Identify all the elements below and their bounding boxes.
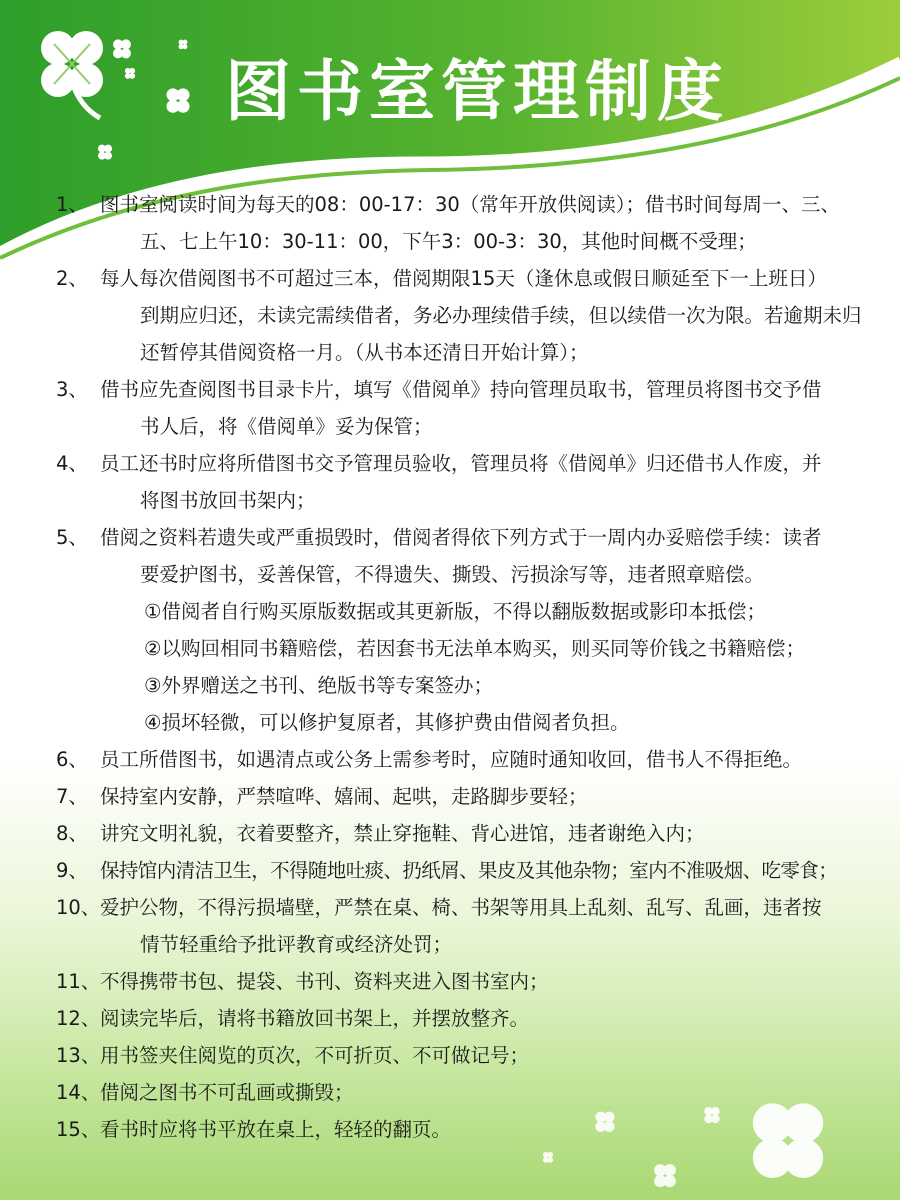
rule-text: 借阅之资料若遗失或严重损毁时，借阅者得依下列方式于一周内办妥赔偿手续：读者 xyxy=(100,526,822,549)
rule-number: 5、 xyxy=(56,526,88,549)
rule-number: 9、 xyxy=(56,859,88,882)
rule-text: 书人后，将《借阅单》妥为保管； xyxy=(140,415,433,438)
rule-item xyxy=(56,778,856,815)
rule-number: 6、 xyxy=(56,748,88,771)
rule-item xyxy=(56,1000,856,1037)
rule-number: 4、 xyxy=(56,452,88,475)
rule-item xyxy=(56,889,856,963)
rule-number: 15、 xyxy=(56,1118,101,1141)
clover-icon xyxy=(94,142,116,164)
rule-text: 保持馆内清洁卫生，不得随地吐痰、扔纸屑、果皮及其他杂物；室内不准吸烟、吃零食； xyxy=(100,859,838,882)
rule-text: 借阅之图书不可乱画或撕毁； xyxy=(100,1081,354,1104)
rule-text: 不得携带书包、提袋、书刊、资料夹进入图书室内； xyxy=(100,970,549,993)
rule-item xyxy=(56,186,856,260)
rule-item xyxy=(56,963,856,1000)
rule-text: 保持室内安静，严禁喧哗、嬉闹、起哄，走路脚步要轻； xyxy=(100,785,588,808)
rule-text: 每人每次借阅图书不可超过三本，借阅期限15天（逢休息或假日顺延至下一上班日） xyxy=(100,267,827,290)
rule-text: 讲究文明礼貌，衣着要整齐，禁止穿拖鞋、背心进馆，违者谢绝入内； xyxy=(100,822,705,845)
page-title: 图书室管理制度 xyxy=(225,53,729,130)
rule-text: 用书签夹住阅览的页次，不可折页、不可做记号； xyxy=(100,1044,530,1067)
rule-text: 看书时应将书平放在桌上，轻轻的翻页。 xyxy=(100,1118,452,1141)
rule-item xyxy=(56,1074,856,1111)
rule-number: 3、 xyxy=(56,378,88,401)
rule-number: 12、 xyxy=(56,1007,101,1030)
rule-text: 将图书放回书架内； xyxy=(140,489,316,512)
rule-text: 到期应归还，未读完需续借者，务必办理续借手续，但以续借一次为限。若逾期未归 xyxy=(140,304,862,327)
rule-subitem: ②以购回相同书籍赔偿，若因套书无法单本购买，则买同等价钱之书籍赔偿； xyxy=(144,637,805,660)
rule-number: 10、 xyxy=(56,896,101,919)
clover-icon xyxy=(108,36,136,64)
rule-item xyxy=(56,371,856,445)
clover-icon xyxy=(648,1160,682,1194)
clover-icon xyxy=(122,66,138,82)
rule-item xyxy=(56,1037,856,1074)
rule-number: 14、 xyxy=(56,1081,101,1104)
clover-icon xyxy=(176,38,190,52)
rule-item xyxy=(56,445,856,519)
rule-number: 13、 xyxy=(56,1044,101,1067)
rule-number: 2、 xyxy=(56,267,88,290)
rule-item xyxy=(56,260,862,371)
rule-item xyxy=(56,852,856,889)
rule-subitem: ④损坏轻微，可以修护复原者，其修护费由借阅者负担。 xyxy=(144,711,630,734)
rule-number: 7、 xyxy=(56,785,88,808)
rule-subitem: ③外界赠送之书刊、绝版书等专案签办； xyxy=(144,674,493,697)
rules-list xyxy=(56,186,862,1148)
rule-item xyxy=(56,519,856,593)
rule-number: 11、 xyxy=(56,970,101,993)
rule-text: 员工所借图书，如遇清点或公务上需参考时，应随时通知收回，借书人不得拒绝。 xyxy=(100,748,803,771)
rule-text: 还暂停其借阅资格一月。（从书本还清日开始计算）； xyxy=(140,341,589,364)
rule-item xyxy=(56,741,856,778)
clover-icon xyxy=(540,1150,556,1166)
rule-item xyxy=(56,1111,856,1148)
clover-icon xyxy=(160,84,196,120)
rule-text: 五、七上午10：30-11：00，下午3：00-3：30，其他时间概不受理； xyxy=(140,230,757,253)
rule-text: 借书应先查阅图书目录卡片，填写《借阅单》持向管理员取书，管理员将图书交予借 xyxy=(100,378,822,401)
rule-item xyxy=(56,815,856,852)
rule-number: 8、 xyxy=(56,822,88,845)
rule-text: 图书室阅读时间为每天的08：00-17：30（常年开放供阅读）；借书时间每周一、三、 xyxy=(100,193,841,216)
rule-text: 阅读完毕后，请将书籍放回书架上，并摆放整齐。 xyxy=(100,1007,530,1030)
rule-text: 员工还书时应将所借图书交予管理员验收，管理员将《借阅单》归还借书人作废，并 xyxy=(100,452,822,475)
clover-icon xyxy=(22,22,122,122)
rule-text: 要爱护图书，妥善保管，不得遗失、撕毁、污损涂写等，违者照章赔偿。 xyxy=(140,563,765,586)
rule-subitem: ①借阅者自行购买原版数据或其更新版，不得以翻版数据或影印本抵偿； xyxy=(144,600,766,623)
rule-text: 情节轻重给予批评教育或经济处罚； xyxy=(140,933,453,956)
rule-number: 1、 xyxy=(56,193,88,216)
rule-text: 爱护公物，不得污损墙壁，严禁在桌、椅、书架等用具上乱刻、乱写、乱画，违者按 xyxy=(100,896,822,919)
